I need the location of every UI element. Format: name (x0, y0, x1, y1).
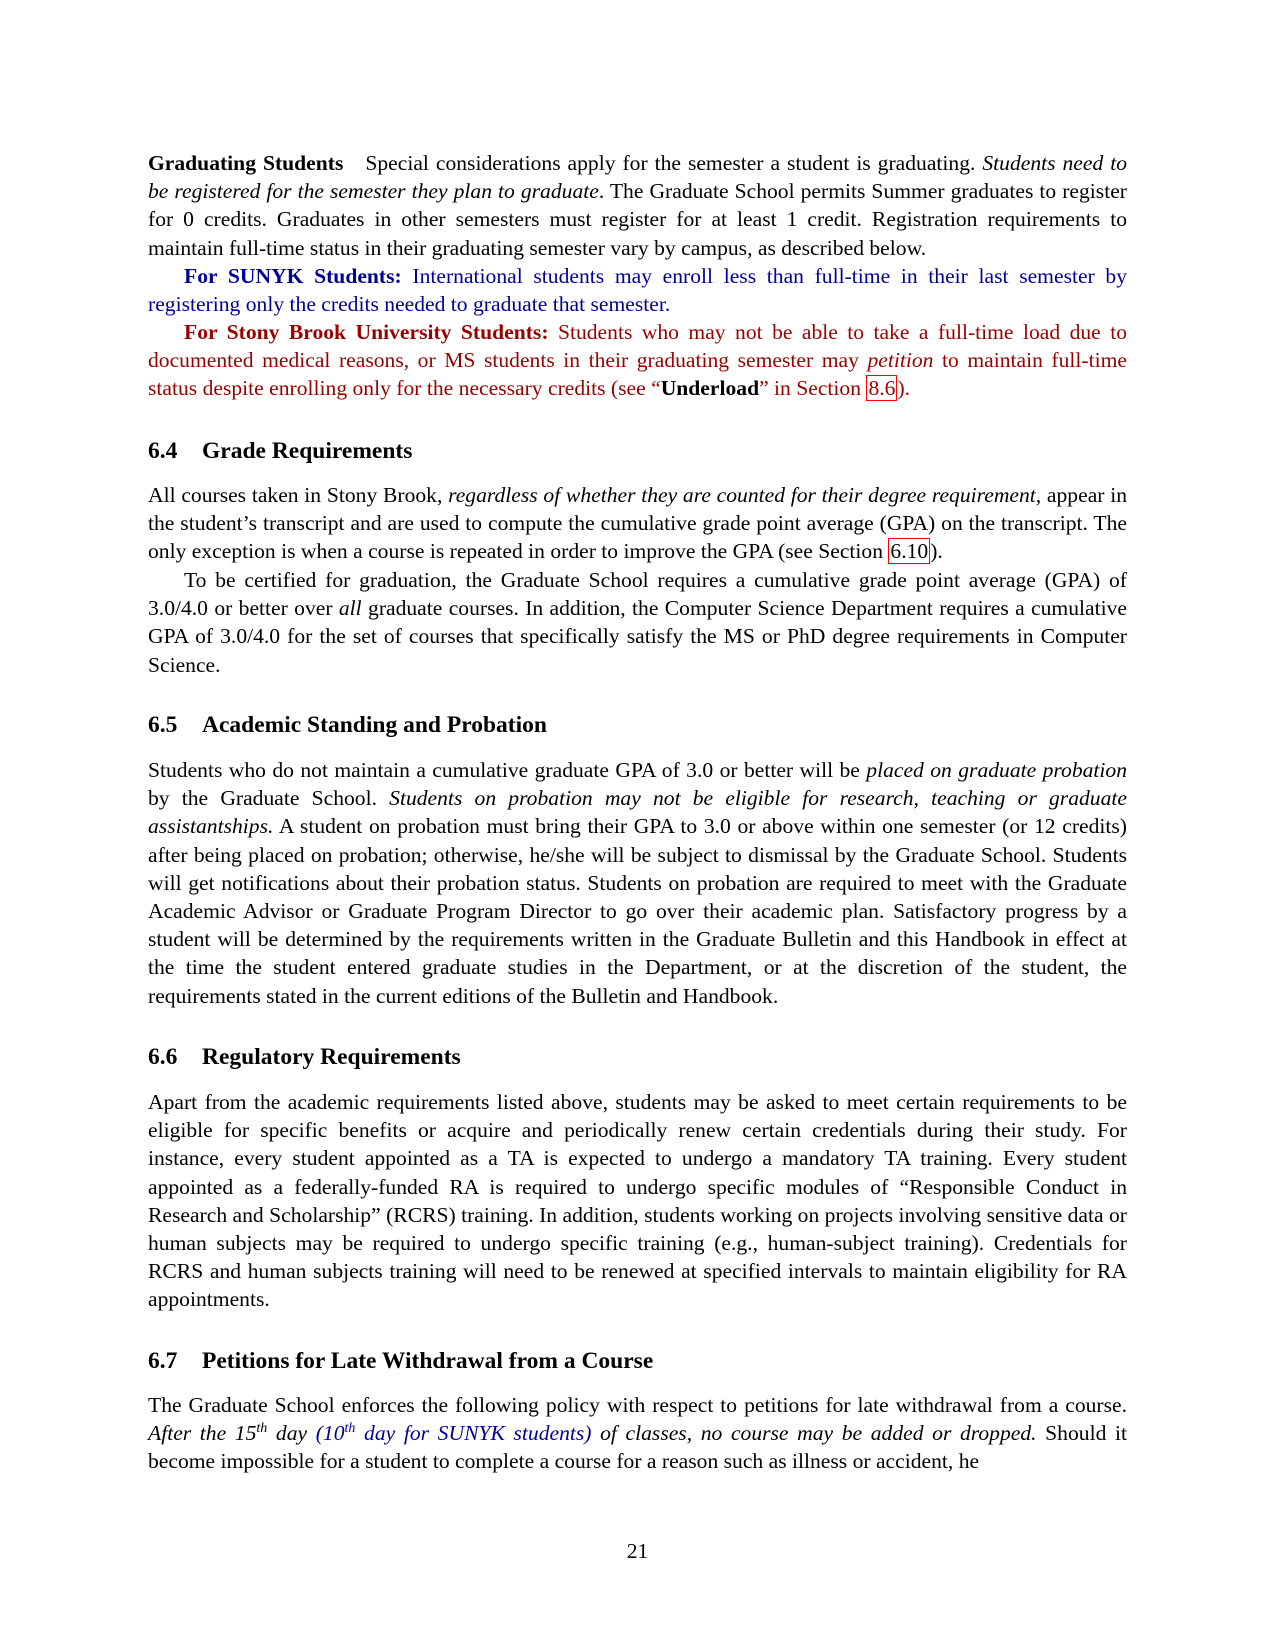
section-number: 6.6 (148, 1044, 178, 1070)
regulatory-requirements-paragraph (148, 1088, 1127, 1314)
text: Special considerations apply for the semester a student is graduating. (365, 151, 983, 175)
section-title: Grade Requirements (202, 438, 413, 464)
text: Should it become impossible for a student to complete a course for a reason such as illness or accident, he (148, 1421, 1127, 1474)
section-number: 6.5 (148, 712, 178, 738)
sunyk-paragraph (148, 262, 1127, 318)
text: ). (930, 539, 943, 564)
page-number: 21 (626, 1539, 649, 1563)
grade-requirements-paragraph-1 (148, 481, 1127, 566)
late-withdrawal-paragraph (148, 1391, 1127, 1476)
academic-standing-paragraph (148, 756, 1127, 1010)
section-heading-6-7 (148, 1346, 653, 1376)
text: . The Graduate School permits Summer graduates to register for 0 credits. Graduates in other semesters must register for at least 1 credit. Registration requirements to maintain full-time status in their graduating semester vary by campus, as described below. (148, 179, 1127, 260)
text: to maintain full-time status despite enrolling only for the necessary credits (see “ (148, 348, 1127, 401)
section-link-8-6[interactable]: 8.6 (868, 376, 896, 401)
text: The Graduate School enforces the following policy with respect to petitions for late withdrawal from a course. (148, 1393, 1127, 1417)
text: To be certified for graduation, the Graduate School requires a cumulative grade point average (GPA) of 3.0/4.0 or better over (148, 568, 1127, 621)
section-title: Academic Standing and Probation (202, 712, 547, 738)
underload-term: Underload (660, 376, 760, 401)
emphasis-text: After the 15 (148, 1421, 257, 1446)
sunyk-emphasis-text: (10 (315, 1421, 345, 1446)
emphasis-text: day (267, 1421, 316, 1446)
text: graduate courses. In addition, the Computer Science Department requires a cumulative GPA of 3.0/4.0 for the set of courses that specifically satisfy the MS or PhD degree requirements in Computer Science. (148, 596, 1127, 677)
emphasis-text: placed on graduate probation (866, 758, 1128, 782)
section-title: Petitions for Late Withdrawal from a Course (202, 1348, 654, 1374)
sunyk-emphasis-text: day for SUNYK students) (355, 1421, 592, 1446)
section-number: 6.4 (148, 438, 178, 464)
section-link-6-10[interactable]: 6.10 (890, 539, 929, 564)
text: Students who do not maintain a cumulative graduate GPA of 3.0 or better will be (148, 758, 867, 782)
text: Students who may not be able to take a full-time load due to documented medical reasons, or MS students in their graduating semester may (148, 320, 1127, 373)
emphasis-text: Students on probation may not be eligible for research, teaching or graduate assistantships. (148, 786, 1127, 839)
sunyk-label: For SUNYK Students: (184, 264, 402, 288)
text: by the Graduate School. (148, 786, 390, 811)
section-heading-6-5 (148, 710, 547, 740)
grade-requirements-paragraph-2 (148, 566, 1127, 679)
text: Apart from the academic requirements listed above, students may be asked to meet certain requirements to be eligible for specific benefits or acquire and periodically renew certain credentials during their study. For instance, every student appointed as a TA is expected to undergo a mandatory TA training. Every student appointed as a federally-funded RA is required to undergo specific modules of “Responsible Conduct in Research and Scholarship” (RCRS) training. In addition, students working on projects involving sensitive data or human subjects may be required to undergo specific training (e.g., human-subject training). Credentials for RCRS and human subjects training will need to be renewed at specified intervals to maintain eligibility for RA appointments. (148, 1090, 1127, 1312)
text: International students may enroll less than full-time in their last semester by registering only the credits needed to graduate that semester. (148, 264, 1128, 317)
emphasis-text: of classes, no course may be added or dropped. (591, 1421, 1037, 1446)
graduating-students-paragraph (148, 149, 1127, 262)
superscript: th (256, 1421, 268, 1437)
text: , appear in the student’s transcript and are used to compute the cumulative grade point average (GPA) on the transcript. The only exception is when a course is repeated in order to improve the GPA (see Section (148, 483, 1127, 564)
emphasis-text: Students need to be registered for the semester they plan to graduate (148, 151, 1128, 204)
section-heading-6-6 (148, 1042, 461, 1072)
sbu-paragraph (148, 318, 1127, 403)
section-title: Regulatory Requirements (202, 1044, 461, 1070)
section-number: 6.7 (148, 1348, 178, 1374)
text: ). (897, 376, 911, 401)
text: A student on probation must bring their GPA to 3.0 or above within one semester (or 12 credits) after being placed on probation; otherwise, he/she will be subject to dismissal by the Graduate School. Students will get notifications about their probation status. Students on probation are required to meet with the Graduate Academic Advisor or Graduate Program Director to go over their academic plan. Satisfactory progress by a student will be determined by the requirements written in the Graduate Bulletin and this Handbook in effect at the time the student entered graduate studies in the Department, or at the discretion of the student, the requirements stated in the current editions of the Bulletin and Handbook. (148, 814, 1127, 1008)
graduating-students-runin-heading: Graduating Students (148, 151, 344, 175)
superscript: th (344, 1421, 356, 1437)
emphasis-text: petition (867, 348, 934, 373)
sbu-label: For Stony Brook University Students: (184, 320, 549, 344)
text: All courses taken in Stony Brook, (148, 483, 449, 507)
emphasis-text: regardless of whether they are counted for their degree requirement (448, 483, 1036, 507)
text: ” in Section (759, 376, 867, 401)
emphasis-text: all (338, 596, 362, 621)
section-heading-6-4 (148, 436, 412, 466)
